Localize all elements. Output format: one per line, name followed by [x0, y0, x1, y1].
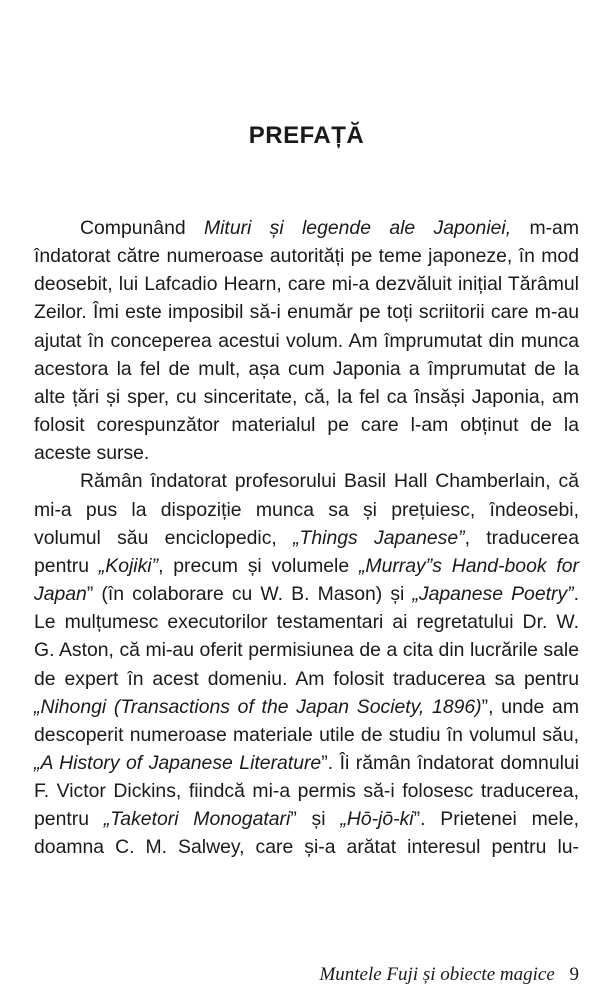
paragraph	[34, 214, 579, 467]
text-run: Rămân îndatorat profesorului Basil Hall Chamberlain, că mi-a pus la dispoziție munca sa și prețuiesc, îndeosebi, volumul său enciclopedic,	[34, 470, 579, 549]
italic-title-run: „A History of Japanese Literature	[34, 751, 322, 774]
text-run: , precum și volumele	[158, 554, 359, 577]
italic-title-run: „Taketori Monogatari	[103, 808, 291, 831]
italic-title-run: Mituri și legende ale Japoniei,	[203, 217, 512, 239]
text-run: . Le mulțumesc executorilor testamentari ai regretatului Dr. W. G. Aston, că mi-au oferit permisiunea de a cita din lucrările sale de expert în acest domeniu. Am folosit traducerea sa pentru	[34, 583, 579, 690]
text-run: ” și	[290, 808, 341, 831]
italic-title-run: „Hō-jō-ki	[340, 808, 414, 831]
italic-title-run: „Murray”s Hand-book for Japan	[34, 554, 579, 606]
preface-body	[34, 214, 579, 862]
italic-title-run: „Nihongi (Transactions of the Japan Society, 1896)	[34, 695, 482, 718]
text-run: , traducerea pentru	[34, 526, 579, 577]
paragraph	[34, 467, 579, 861]
text-run: ”. Îi rămân îndatorat domnului F. Victor Dickins, fiindcă mi-a permis să-i folosesc traducerea, pentru	[34, 751, 579, 831]
text-run: Compunând	[80, 217, 204, 239]
text-run: ”, unde am descoperit numeroase materiale utile de studiu în volumul său,	[34, 695, 579, 746]
page-number: 9	[569, 964, 579, 985]
text-run: ” (în colaborare cu W. B. Mason) și	[86, 583, 413, 606]
text-run: m-am îndatorat către numeroase autorități pe teme japoneze, în mod deosebit, lui Lafcadio Hearn, care mi-a dezvăluit inițial Tărâmul Zeilor. Îmi este imposibil să-i enumăr pe toți scriitorii care m-au ajutat în conceperea acestui volum. Am împrumutat din munca acestora la fel de mult, așa cum Japonia a împrumutat de la alte țări și sper, cu sinceritate, că, la fel ca însăși Japonia, am folosit corespunzător materialul pe care l-am obținut de la aceste surse.	[34, 217, 579, 465]
page-title: PREFAȚĂ	[248, 122, 365, 149]
italic-title-run: „Kojiki”	[98, 554, 159, 577]
running-title: Muntele Fuji și obiecte magice	[319, 964, 555, 985]
italic-title-run: „Things Japanese”	[293, 526, 465, 549]
italic-title-run: „Japanese Poetry”	[412, 583, 574, 606]
page-footer	[319, 964, 579, 986]
text-run: ”. Prietenei mele, doamna C. M. Salwey, care și-a arătat interesul pentru lu-	[34, 808, 579, 859]
